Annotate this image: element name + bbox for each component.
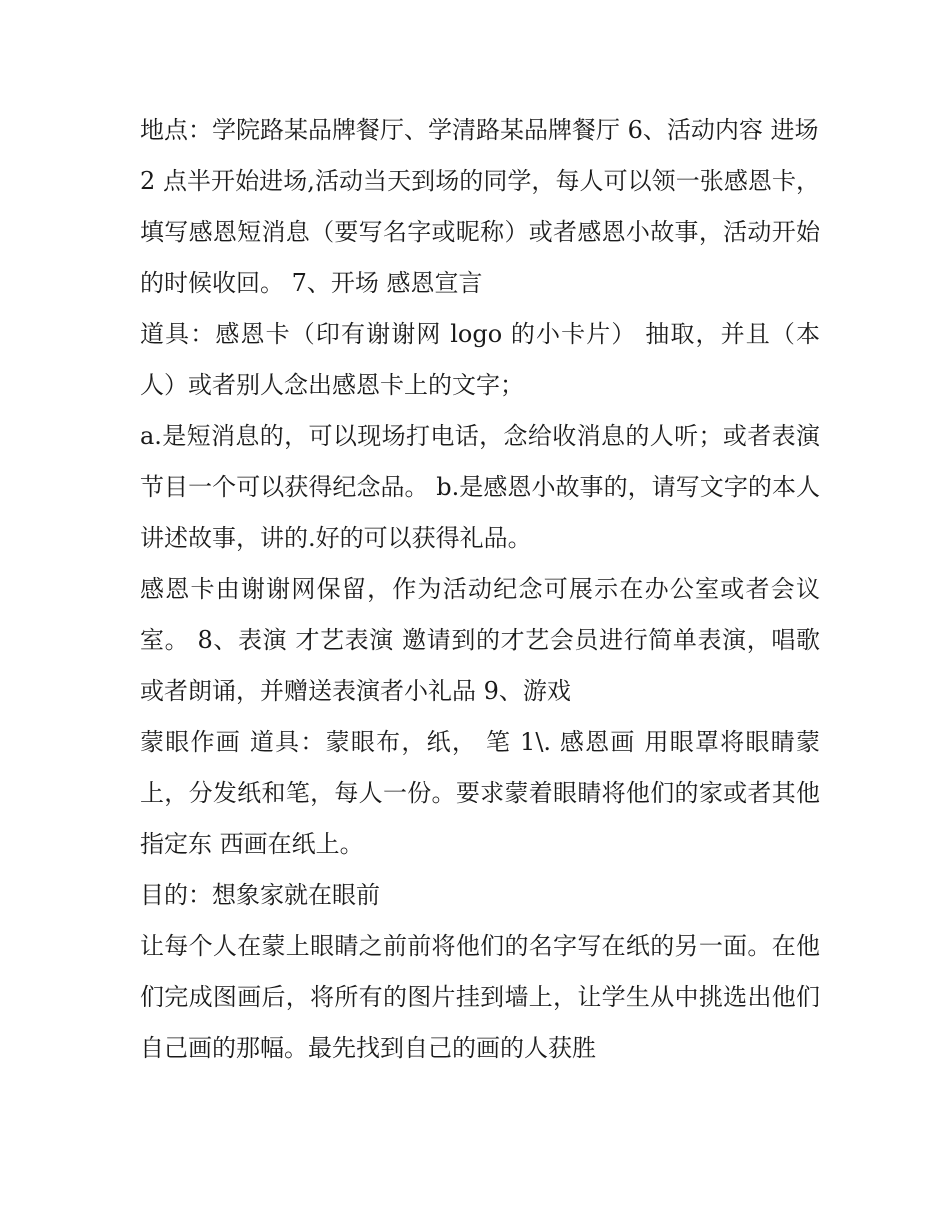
paragraph-entry: 2 点半开始进场,活动当天到场的同学，每人可以领一张感恩卡，填写感恩短消息（要写名字或昵称）或者感恩小故事，活动开始的时候收回。 7、开场 感恩宣言 — [140, 167, 820, 297]
paragraph-location: 地点：学院路某品牌餐厅、学清路某品牌餐厅 6、活动内容 进场 — [140, 116, 819, 144]
paragraph-instructions: 让每个人在蒙上眼睛之前前将他们的名字写在纸的另一面。在他们完成图画后，将所有的图片挂到墙上，让学生从中挑选出他们自己画的那幅。最先找到自己的画的人获胜 — [140, 932, 820, 1062]
paragraph-rules: a.是短消息的，可以现场打电话，念给收消息的人听；或者表演节目一个可以获得纪念品。 b.是感恩小故事的，请写文字的本人讲述故事，讲的.好的可以获得礼品。 — [140, 422, 820, 552]
paragraph-performance: 感恩卡由谢谢网保留，作为活动纪念可展示在办公室或者会议室。 8、表演 才艺表演 邀请到的才艺会员进行简单表演，唱歌或者朗诵，并赠送表演者小礼品 9、游戏 — [140, 575, 820, 705]
paragraph-props: 道具：感恩卡（印有谢谢网 logo 的小卡片） 抽取，并且（本人）或者别人念出感恩卡上的文字； — [140, 320, 820, 399]
document-body — [140, 105, 820, 1074]
paragraph-game: 蒙眼作画 道具：蒙眼布，纸， 笔 1\. 感恩画 用眼罩将眼睛蒙上，分发纸和笔，每人一份。要求蒙着眼睛将他们的家或者其他指定东 西画在纸上。 — [140, 728, 820, 858]
paragraph-purpose: 目的：想象家就在眼前 — [140, 881, 380, 909]
